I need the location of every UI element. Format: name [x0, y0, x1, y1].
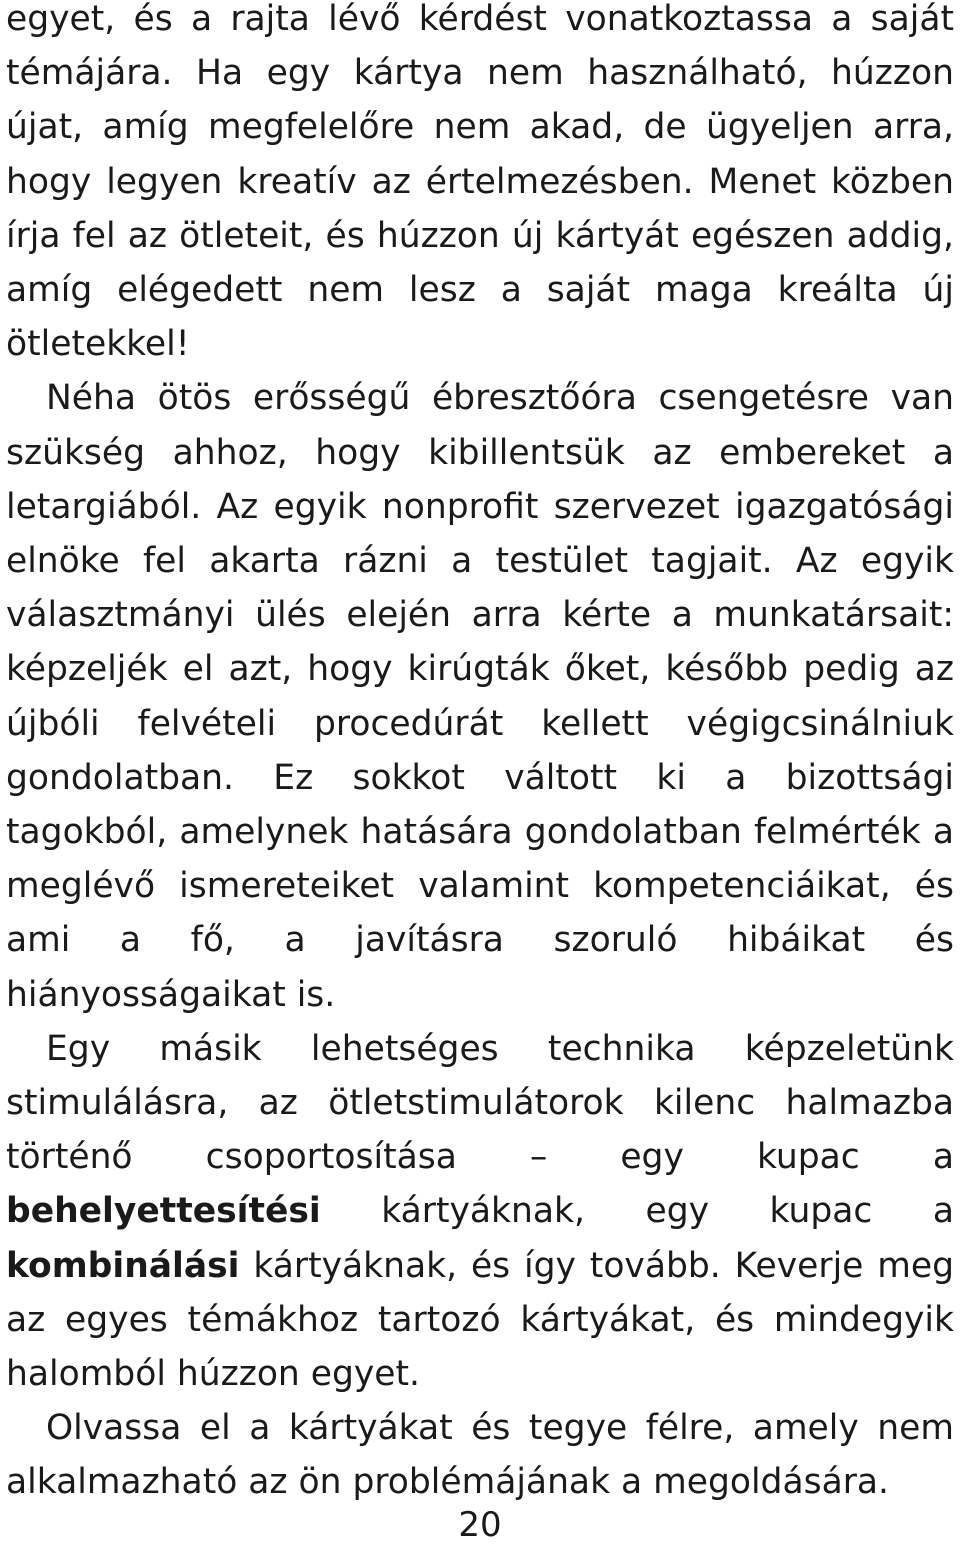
paragraph-text-segment: Egy másik lehetséges technika képzeletünk stimulálásra, az ötletstimulátorok kilenc halmazba történő csoportosítása – egy kupac a — [6, 1028, 954, 1178]
bold-term-substitution: behelyettesítési — [6, 1191, 321, 1232]
paragraph-alarm-clock: Néha ötös erősségű ébresztőóra csengetésre van szükség ahhoz, hogy kibillentsük az embereket a letargiából. Az egyik nonprofit szervezet igazgatósági elnöke fel akarta rázni a testület tagjait. Az egyik választmányi ülés elején arra kérte a munkatársait: képzeljék el azt, hogy kirúgták őket, később pedig az újbóli felvételi procedúrát kellett végigcsinálniuk gondolatban. Ez sokkot váltott ki a bizottsági tagokból, amelynek hatására gondolatban felmérték a meglévő ismereteiket valamint kompetenciáikat, és ami a fő, a javításra szoruló hibáikat és hiányosságaikat is. — [6, 378, 954, 1015]
bold-term-combination: kombinálási — [6, 1245, 240, 1286]
body-text — [6, 0, 954, 1510]
paragraph-text-segment: kártyáknak, egy kupac a — [320, 1191, 954, 1232]
paragraph-read-cards: Olvassa el a kártyákat és tegye félre, amely nem alkalmazható az ön problémájának a megoldására. — [6, 1408, 954, 1503]
page-number: 20 — [458, 1505, 502, 1545]
paragraph-continuation: egyet, és a rajta lévő kérdést vonatkoztassa a saját témájára. Ha egy kártya nem használható, húzzon újat, amíg megfelelőre nem akad, de ügyeljen arra, hogy legyen kreatív az értelmezésben. Menet közben írja fel az ötleteit, és húzzon új kártyát egészen addig, amíg elégedett nem lesz a saját maga kreálta új ötletekkel! — [6, 0, 954, 365]
paragraph-idea-stimulators — [6, 1022, 954, 1401]
paragraph-text-segment: kártyáknak, és így tovább. Keverje meg az egyes témákhoz tartozó kártyákat, és mindegyik halomból húzzon egyet. — [6, 1245, 954, 1395]
